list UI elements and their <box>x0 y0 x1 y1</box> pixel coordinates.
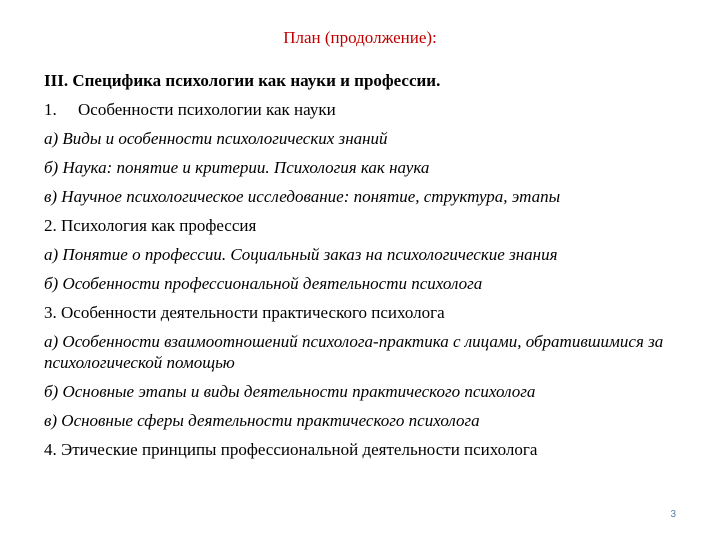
list-item-3: 3. Особенности деятельности практического психолога <box>44 303 445 322</box>
list-item-4: 4. Этические принципы профессиональной деятельности психолога <box>44 440 538 459</box>
list-item-1a: а) Виды и особенности психологических знаний <box>44 129 388 148</box>
list-item-1b: б) Наука: понятие и критерии. Психология как наука <box>44 158 430 177</box>
list-item-3c: в) Основные сферы деятельности практического психолога <box>44 411 480 430</box>
list-item-2b: б) Особенности профессиональной деятельности психолога <box>44 274 483 293</box>
list-item-1-number: 1. <box>44 100 57 119</box>
list-item-3a: а) Особенности взаимоотношений психолога-практика с лицами, обратившимися за психологической помощью <box>44 332 664 372</box>
section-heading: III. Специфика психологии как науки и профессии. <box>44 71 441 90</box>
list-item-2a: а) Понятие о профессии. Социальный заказ на психологические знания <box>44 245 558 264</box>
list-item-3b: б) Основные этапы и виды деятельности практического психолога <box>44 382 536 401</box>
plan-content <box>44 66 694 464</box>
list-item-1 <box>44 95 694 124</box>
page-number: 3 <box>670 509 676 520</box>
list-item-1c: в) Научное психологическое исследование: понятие, структура, этапы <box>44 187 561 206</box>
list-item-1-text: Особенности психологии как науки <box>78 100 336 119</box>
slide-title: План (продолжение): <box>283 28 437 47</box>
list-item-2: 2. Психология как профессия <box>44 216 257 235</box>
